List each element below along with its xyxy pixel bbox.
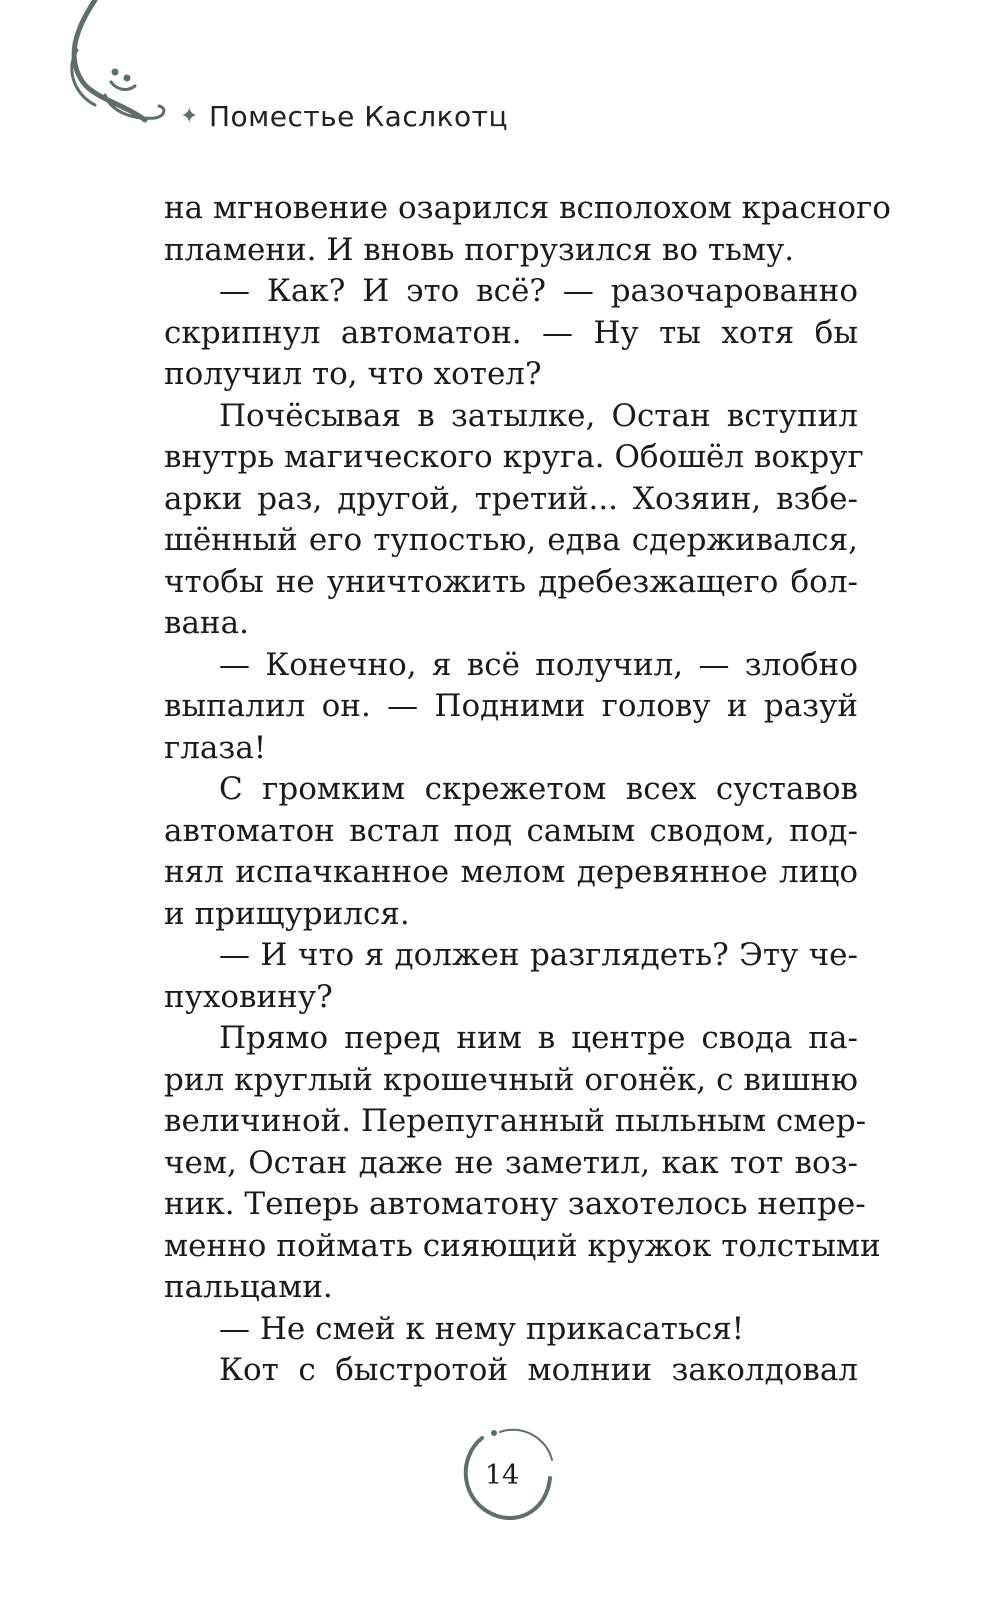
running-head [180, 100, 508, 133]
text-line: и прищурился. [164, 895, 410, 932]
text-line: Кот с быстротой молнии заколдовал [219, 1352, 858, 1388]
text-line: менно поймать сияющий кружок толстыми [164, 1227, 881, 1264]
text-line: шённый его тупостью, едва сдерживался, [164, 522, 858, 558]
text-line: рил круглый крошечный огонёк, с вишню [164, 1061, 858, 1098]
diamond-star-icon: ✦ [180, 104, 199, 129]
text-line: скрипнул автоматон. — Ну ты хотя бы [164, 314, 858, 351]
text-line: Прямо перед ним в центре свода па- [219, 1020, 858, 1056]
page-number: 14 [484, 1460, 520, 1491]
running-title: Поместье Каслкотц [208, 100, 509, 133]
text-line: на мгновение озарился всполохом красного [164, 190, 891, 226]
text-line: С громким скрежетом всех суставов [219, 771, 858, 807]
text-line: пальцами. [164, 1269, 333, 1305]
text-line: — Не смей к нему прикасаться! [219, 1310, 745, 1347]
text-line: арки раз, другой, третий... Хозяин, взбе- [164, 480, 858, 517]
text-line: пламени. И вновь погрузился во тьму. [164, 231, 795, 268]
swirl-ornament-icon [55, 0, 175, 140]
text-line: величиной. Перепуганный пыльным смер- [164, 1103, 867, 1139]
text-line: чем, Остан даже не заметил, как тот воз- [164, 1144, 858, 1181]
text-line: нял испачканное мелом деревянное лицо [164, 854, 858, 890]
text-line: — Как? И это всё? — разочарованно [219, 273, 858, 309]
text-line: получил то, что хотел? [164, 356, 542, 392]
page-number-frame [452, 1418, 562, 1528]
text-line: чтобы не уничтожить дребезжащего бол- [164, 563, 858, 600]
text-line: — Конечно, я всё получил, — злобно [219, 646, 858, 683]
text-line: внутрь магического круга. Обошёл вокруг [164, 439, 864, 475]
text-line: ник. Теперь автоматону захотелось непре- [164, 1186, 866, 1222]
text-line: автоматон встал под самым сводом, под- [164, 812, 858, 849]
text-line: глаза! [164, 729, 267, 766]
text-line: — И что я должен разглядеть? Эту че- [219, 937, 858, 973]
text-line: пуховину? [164, 978, 333, 1015]
body-text [164, 188, 891, 1392]
text-line: Почёсывая в затылке, Остан вступил [219, 397, 858, 434]
text-line: выпалил он. — Подними голову и разуй [164, 688, 858, 724]
text-line: вана. [164, 605, 249, 641]
